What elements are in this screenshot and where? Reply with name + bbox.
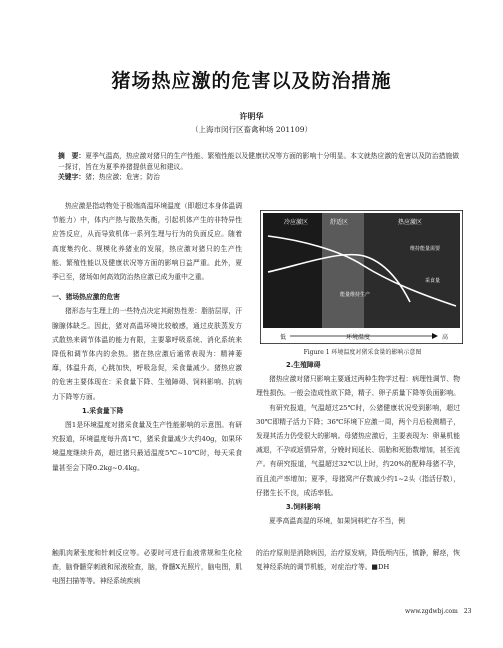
subsection2-heading: 2.生殖障碍 bbox=[286, 361, 321, 369]
page-number: 23 bbox=[463, 608, 472, 615]
left-column bbox=[52, 199, 242, 475]
figure-caption: Figure 1 环境温度对猪采食量的影响示意图 bbox=[303, 349, 422, 356]
bottom-left-text bbox=[52, 546, 242, 589]
right-column bbox=[256, 358, 460, 528]
curve-label-production: 能量维持生产 bbox=[340, 292, 371, 298]
figure-1-diagram bbox=[260, 210, 463, 344]
subsection3-paragraph: 夏季高温高湿的环境，如果饲料贮存不当，例 bbox=[269, 517, 405, 526]
subsection2-paragraph-1: 猪热应激对猪只影响主要通过两种生物学过程：病理性调节、物理性损伤。一般会造成性欲下降，精子、卵子质量下降等负面影响。 bbox=[256, 375, 460, 398]
zone-heat-label: 热应激区 bbox=[398, 219, 423, 226]
abstract-label: 摘 要： bbox=[58, 152, 86, 160]
affiliation: （上海市闵行区畜禽种场 201109） bbox=[190, 125, 312, 134]
axis-low-label: 低 bbox=[280, 334, 287, 341]
bottom-left-paragraph: 触肌肉紧张度和针刺反应等。必要时可进行血液常规和生化检查，脑脊髓穿刺液和尿液检查，脑，脊髓X光照片，脑电图，肌电图扫描等等。神经系统疾病 bbox=[52, 549, 242, 586]
page-footer bbox=[405, 608, 472, 615]
article-title: 猪场热应激的危害以及防治措施 bbox=[111, 70, 392, 92]
abstract-text: 夏季气温高，热应激对猪只的生产性能、繁殖性能以及健康状况等方面的影响十分明显。本文就热应激的危害以及防治措施做一探讨，旨在为夏季养猪提供意见和建议。 bbox=[58, 152, 460, 171]
abstract bbox=[58, 151, 462, 183]
bottom-right-paragraph: 的治疗原则是消除病因，治疗原发病，降低颅内压，镇静，解痉，恢复神经系统的调节机能，对症治疗等。■DH bbox=[256, 549, 460, 572]
axis-title: 环境温度 bbox=[346, 334, 371, 341]
intro-paragraph: 热应激是指动物处于极端高温环境温度（即超过本身体温调节能力）中，体内产热与散热失衡，引起机体产生的非特异性应答反应，从而导致机体一系列生理与行为的负面反应。随着高度集约化、规模化养猪业的发展，热应激对猪只的生产性能、繁殖性能以及健康状况等方面的影响日益严重。此外，夏季已至，猪场如何高效防治热应激已成为重中之重。 bbox=[52, 202, 242, 282]
subsection1-paragraph: 图1是环境温度对猪采食量及生产性能影响的示意图。有研究报道，环境温度每升高1℃，猪采食量减少大约40g，如果环境温度继续升高，超过猪只最适温度5℃~10℃时，每天采食量甚至会下降0.2kg~0.4kg。 bbox=[52, 421, 242, 472]
zone-comfort-label: 舒适区 bbox=[330, 219, 349, 226]
axis-high-label: 高 bbox=[442, 334, 449, 341]
subsection3-heading: 3.饲料影响 bbox=[286, 503, 321, 512]
section1-paragraph: 猪形态与生理上的一些特点决定其耐热性差：脂肪层厚，汗腺腺体缺乏。因此，猪对高温环境比较敏感，通过皮肤蒸发方式散热来调节体温的能力有限，主要靠呼吸系统、消化系统来降低和调节体内的余热。猪在热应激后通常表现为：精神萎靡，体温升高，心跳加快，呼吸急促，采食量减少。猪热应激的危害主要体现在：采食量下降、生殖障碍、饲料影响、抗病力下降等方面。 bbox=[52, 307, 242, 401]
keywords-text: 猪；热应激；危害；防治 bbox=[85, 173, 160, 181]
section1-heading: 一、猪场热应激的危害 bbox=[52, 293, 120, 302]
footer-url: www.zgdwbj.com bbox=[405, 608, 458, 615]
curve-label-intake: 采食量 bbox=[425, 278, 441, 284]
author: 许明华 bbox=[239, 111, 264, 121]
curve-label-maintenance: 维持能量需要 bbox=[410, 246, 441, 252]
subsection1-heading: 1.采食量下降 bbox=[82, 406, 124, 415]
zone-cold-label: 冷应激区 bbox=[284, 219, 309, 226]
bottom-right-text bbox=[256, 546, 460, 574]
keywords-label: 关键字： bbox=[58, 173, 86, 181]
subsection2-paragraph-2: 有研究报道，气温超过25℃时，公猪健康状况受到影响，超过30℃即精子活力下降；36℃环境下应激一周，两个月后检测精子，发现其活力仍受很大的影响。母猪热应激后，主要表现为：卵巢机能减退，不孕或返情异常，分娩时间延长、弱胎和死胎数增加，甚至流产。有研究报道，气温超过32℃以上时，约20%的配种母猪不孕，而且流产率增加；夏季，母猪窝产仔数减少约1~2头（指活仔数），仔猪生长不良，成活率低。 bbox=[256, 403, 460, 497]
